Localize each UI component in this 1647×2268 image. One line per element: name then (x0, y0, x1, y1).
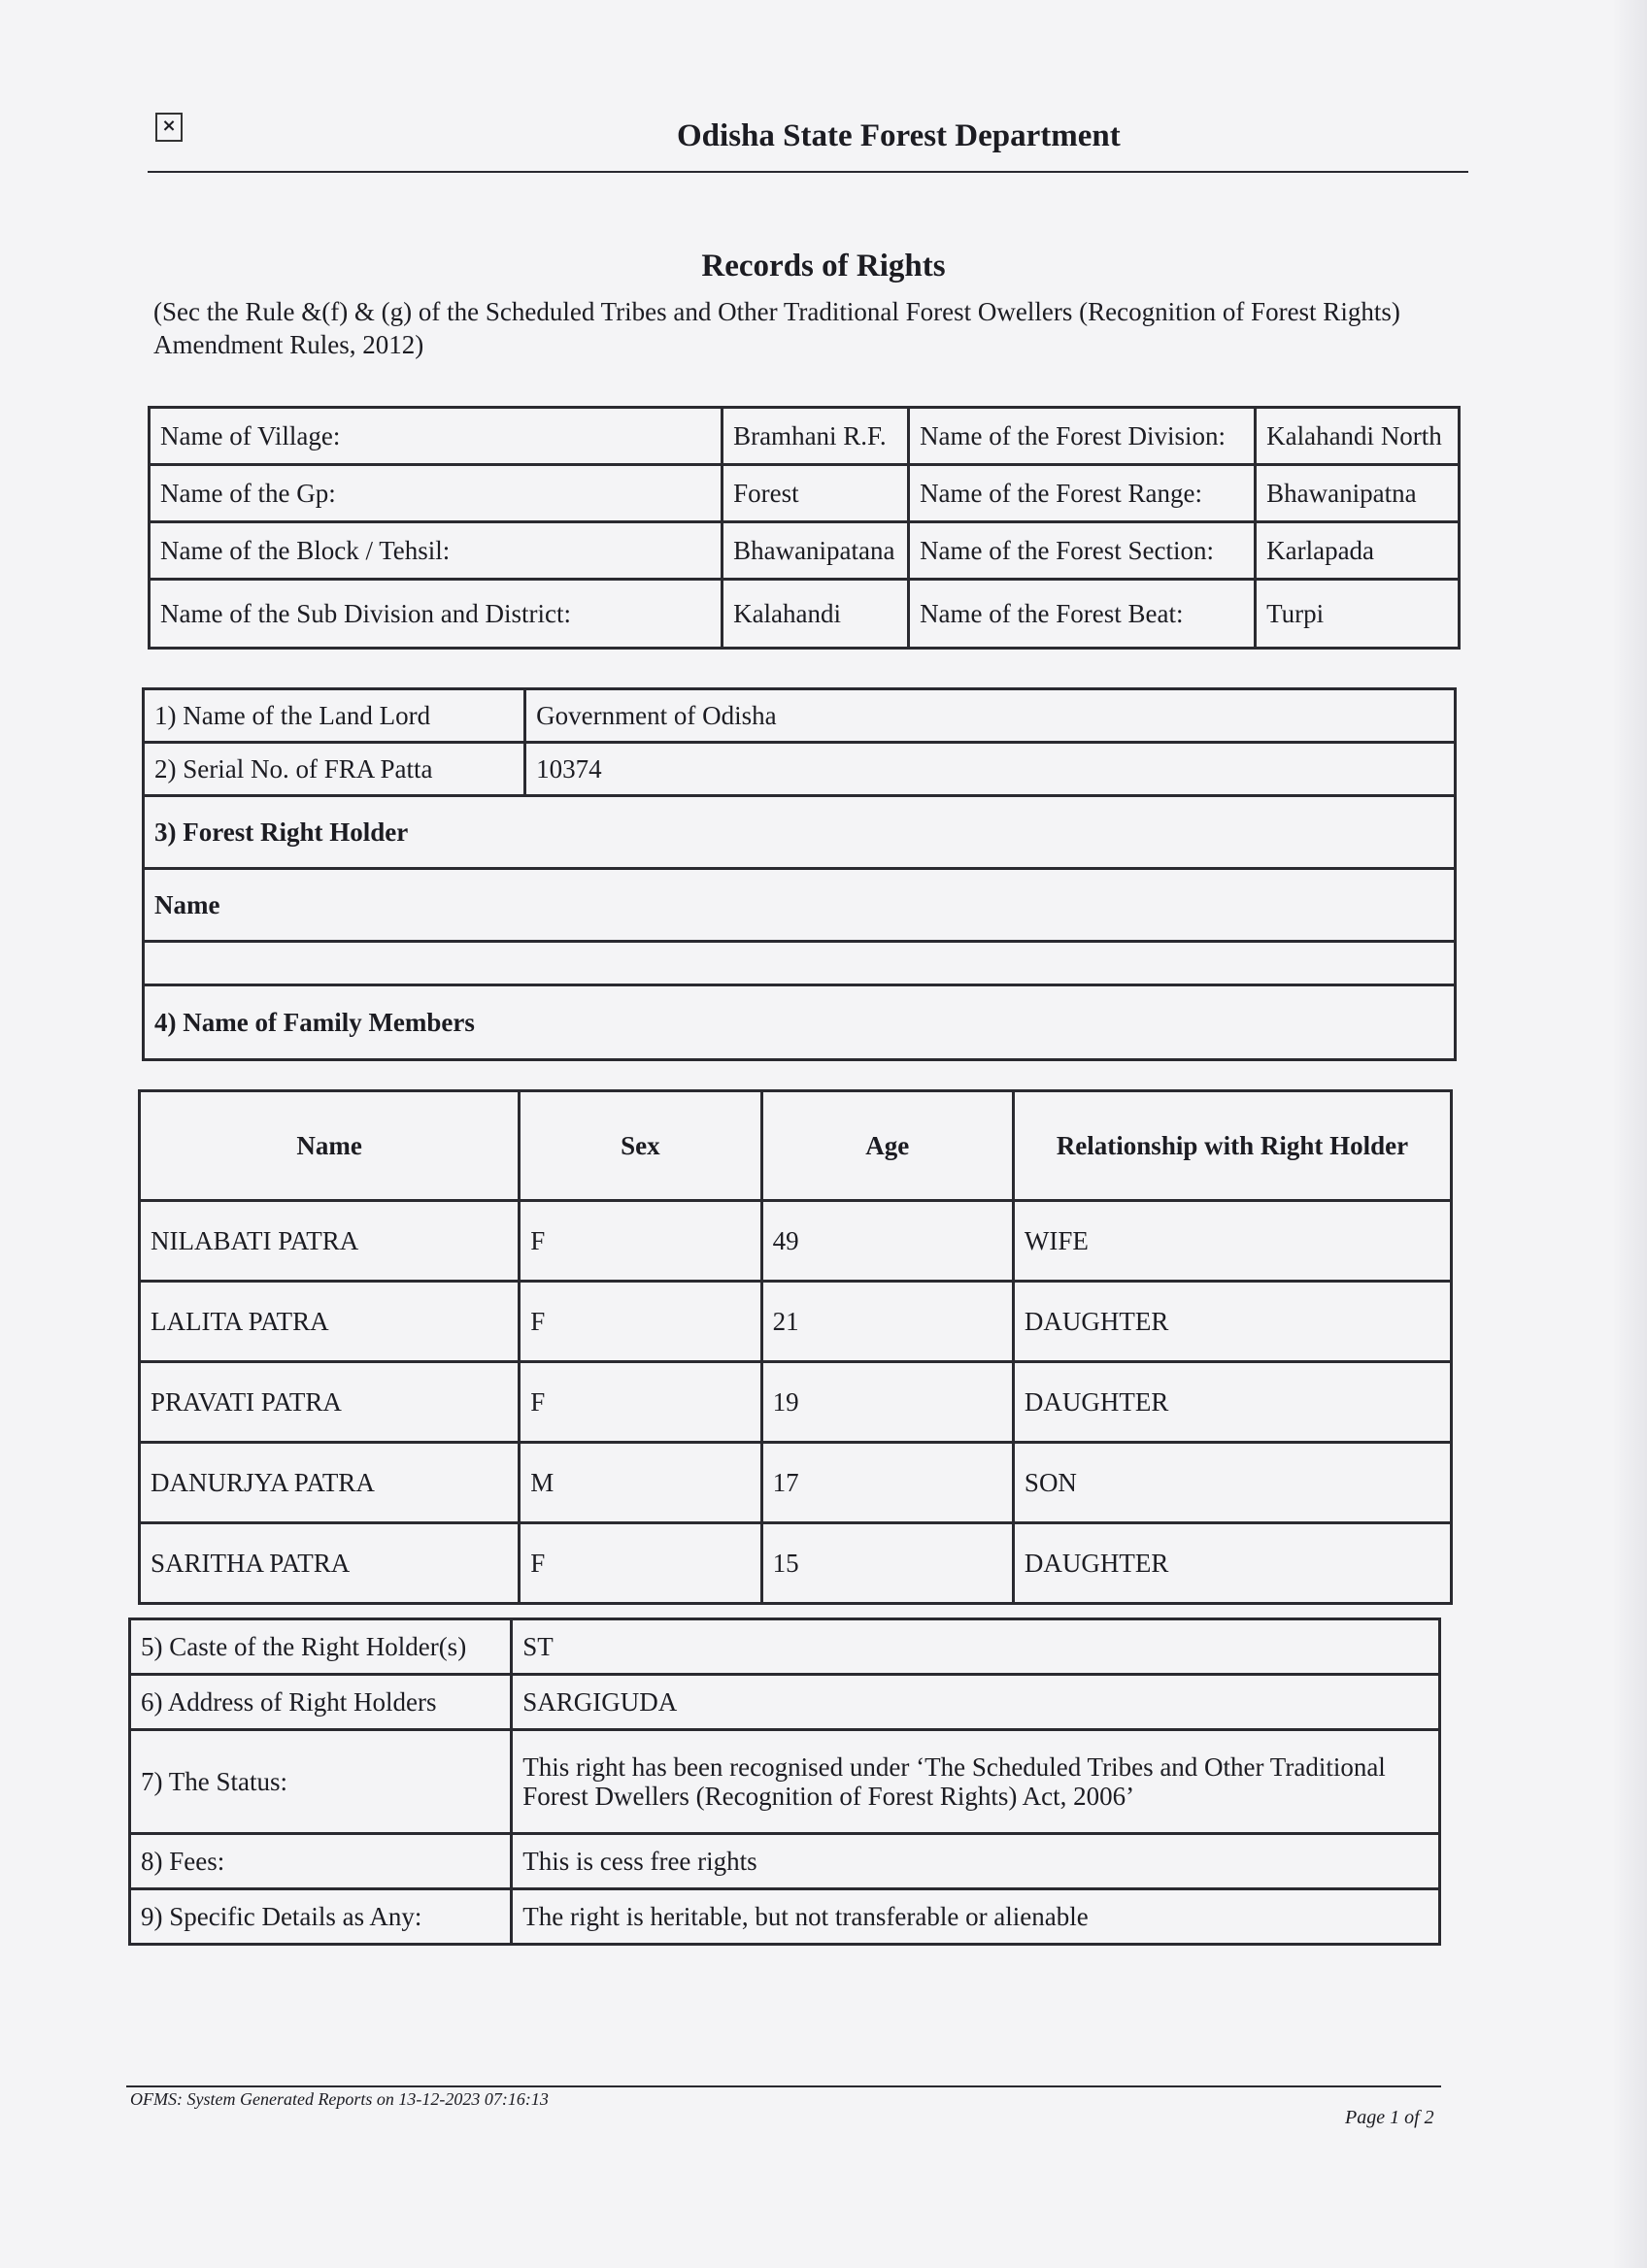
table-row (130, 1619, 1440, 1675)
table-row (130, 1675, 1440, 1730)
specific-details-value: The right is heritable, but not transferable or alienable (512, 1889, 1440, 1945)
document-title: Records of Rights (701, 249, 946, 284)
page-header (148, 105, 1468, 173)
address-label: 6) Address of Right Holders (130, 1675, 512, 1730)
sub-division-label: Name of the Sub Division and District: (150, 580, 723, 649)
department-title: Odisha State Forest Department (677, 118, 1121, 153)
rights-details-table (128, 1618, 1441, 1946)
member-relationship: DAUGHTER (1013, 1523, 1451, 1604)
member-sex: F (520, 1282, 761, 1362)
record-table (142, 687, 1457, 1061)
broken-image-icon: × (155, 113, 183, 142)
member-sex: F (520, 1362, 761, 1443)
member-name: LALITA PATRA (140, 1282, 520, 1362)
table-row (150, 522, 1460, 580)
forest-section-value: Karlapada (1256, 522, 1460, 580)
forest-beat-value: Turpi (1256, 580, 1460, 649)
sub-division-value: Kalahandi (723, 580, 909, 649)
member-sex: F (520, 1201, 761, 1282)
member-name: NILABATI PATRA (140, 1201, 520, 1282)
status-label: 7) The Status: (130, 1730, 512, 1834)
table-row (150, 408, 1460, 465)
fees-value: This is cess free rights (512, 1834, 1440, 1889)
member-name: DANURJYA PATRA (140, 1443, 520, 1523)
column-header-age: Age (761, 1091, 1013, 1201)
table-row (144, 985, 1456, 1060)
land-lord-label: 1) Name of the Land Lord (144, 689, 525, 743)
village-value: Bramhani R.F. (723, 408, 909, 465)
table-row (130, 1730, 1440, 1834)
table-row (150, 580, 1460, 649)
caste-label: 5) Caste of the Right Holder(s) (130, 1619, 512, 1675)
table-row (140, 1443, 1452, 1523)
member-relationship: WIFE (1013, 1201, 1451, 1282)
land-lord-value: Government of Odisha (525, 689, 1456, 743)
table-row (140, 1362, 1452, 1443)
column-header-sex: Sex (520, 1091, 761, 1201)
gp-label: Name of the Gp: (150, 465, 723, 522)
table-row (130, 1834, 1440, 1889)
block-tehsil-value: Bhawanipatana (723, 522, 909, 580)
table-row (140, 1282, 1452, 1362)
document-subtitle: (Sec the Rule &(f) & (g) of the Scheduled Tribes and Other Traditional Forest Owellers (Recognition of Forest Rights) Amendment Rules, 2012) (153, 297, 1400, 359)
fra-patta-serial-label: 2) Serial No. of FRA Patta (144, 743, 525, 796)
forest-beat-label: Name of the Forest Beat: (909, 580, 1256, 649)
member-sex: F (520, 1523, 761, 1604)
member-age: 17 (761, 1443, 1013, 1523)
member-name: SARITHA PATRA (140, 1523, 520, 1604)
status-value: This right has been recognised under ‘The Scheduled Tribes and Other Traditional Forest Dwellers (Recognition of Forest Rights) Act, 2006’ (512, 1730, 1440, 1834)
gp-value: Forest (723, 465, 909, 522)
holder-name-value (144, 942, 1456, 985)
table-row (144, 689, 1456, 743)
forest-section-label: Name of the Forest Section: (909, 522, 1256, 580)
member-age: 49 (761, 1201, 1013, 1282)
report-generated-note: OFMS: System Generated Reports on 13-12-2023 07:16:13 (130, 2089, 549, 2109)
table-row (144, 942, 1456, 985)
specific-details-label: 9) Specific Details as Any: (130, 1889, 512, 1945)
forest-division-label: Name of the Forest Division: (909, 408, 1256, 465)
holder-name-label: Name (144, 869, 1456, 942)
member-age: 21 (761, 1282, 1013, 1362)
footer-divider (126, 2085, 1441, 2087)
table-row (144, 869, 1456, 942)
block-tehsil-label: Name of the Block / Tehsil: (150, 522, 723, 580)
member-relationship: DAUGHTER (1013, 1282, 1451, 1362)
member-name: PRAVATI PATRA (140, 1362, 520, 1443)
address-value: SARGIGUDA (512, 1675, 1440, 1730)
member-sex: M (520, 1443, 761, 1523)
table-row (144, 796, 1456, 869)
member-relationship: SON (1013, 1443, 1451, 1523)
table-row (140, 1523, 1452, 1604)
page-edge-shadow (1612, 0, 1647, 2268)
member-relationship: DAUGHTER (1013, 1362, 1451, 1443)
administrative-info-table (148, 406, 1461, 650)
page-number: Page 1 of 2 (1345, 2107, 1434, 2128)
family-members-heading: 4) Name of Family Members (144, 985, 1456, 1060)
column-header-relationship: Relationship with Right Holder (1013, 1091, 1451, 1201)
village-label: Name of Village: (150, 408, 723, 465)
forest-right-holder-heading: 3) Forest Right Holder (144, 796, 1456, 869)
forest-range-value: Bhawanipatna (1256, 465, 1460, 522)
forest-range-label: Name of the Forest Range: (909, 465, 1256, 522)
forest-division-value: Kalahandi North (1256, 408, 1460, 465)
family-members-table (138, 1089, 1453, 1605)
member-age: 15 (761, 1523, 1013, 1604)
column-header-name: Name (140, 1091, 520, 1201)
table-header-row (140, 1091, 1452, 1201)
table-row (150, 465, 1460, 522)
table-row (140, 1201, 1452, 1282)
fees-label: 8) Fees: (130, 1834, 512, 1889)
table-row (144, 743, 1456, 796)
caste-value: ST (512, 1619, 1440, 1675)
table-row (130, 1889, 1440, 1945)
member-age: 19 (761, 1362, 1013, 1443)
fra-patta-serial-value: 10374 (525, 743, 1456, 796)
